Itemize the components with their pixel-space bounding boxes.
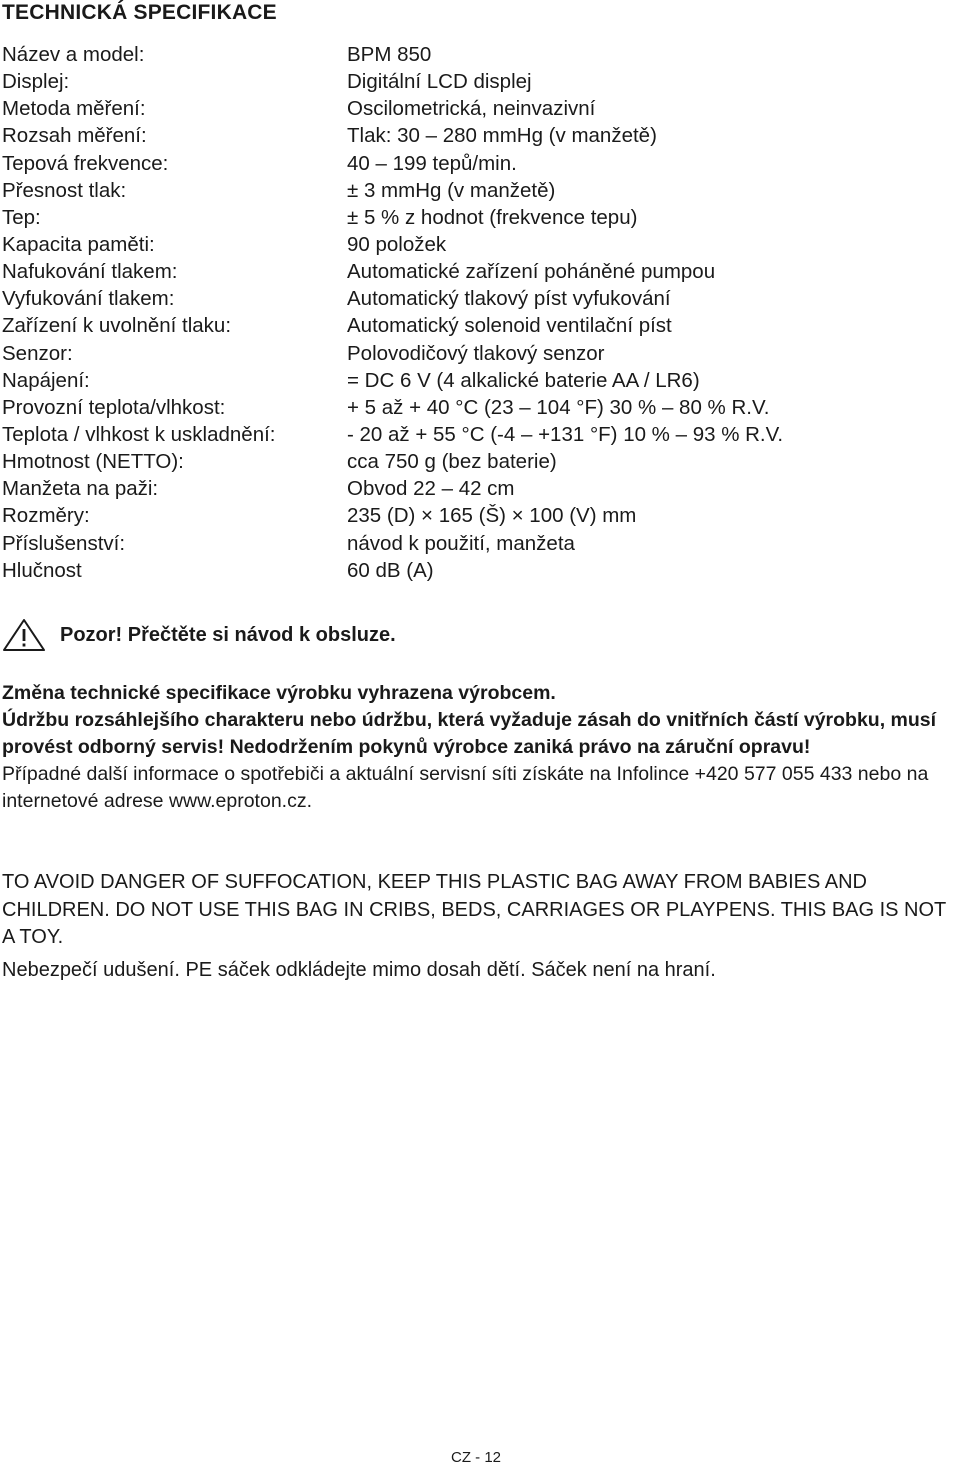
spec-label: Nafukování tlakem:: [2, 260, 178, 284]
spec-row: [2, 394, 952, 421]
spec-row: [2, 204, 952, 231]
spec-label: Přesnost tlak:: [2, 178, 127, 202]
spec-label: Metoda měření:: [2, 97, 146, 121]
spec-row: [2, 421, 952, 448]
spec-value: ± 3 mmHg (v manžetě): [347, 178, 556, 202]
spec-row: [2, 231, 952, 258]
spec-label: Tep:: [2, 205, 41, 229]
spec-label: Rozsah měření:: [2, 124, 147, 148]
spec-label: Rozměry:: [2, 504, 90, 528]
spec-label: Hlučnost: [2, 558, 82, 582]
spec-label: Příslušenství:: [2, 531, 126, 555]
warning-text: Pozor! Přečtěte si návod k obsluze.: [60, 623, 396, 646]
spec-row: [2, 122, 952, 149]
spec-table: [2, 41, 952, 584]
spec-value: = DC 6 V (4 alkalické baterie AA / LR6): [347, 368, 700, 392]
spec-value: BPM 850: [347, 43, 432, 66]
spec-row: [2, 448, 952, 475]
spec-row: [2, 367, 952, 394]
spec-value: cca 750 g (bez baterie): [347, 450, 557, 474]
spec-row: [2, 557, 952, 584]
spec-label: Manžeta na paži:: [2, 477, 159, 501]
page-title: TECHNICKÁ SPECIFIKACE: [2, 1, 277, 24]
spec-row: [2, 68, 952, 95]
spec-label: Senzor:: [2, 341, 73, 365]
spec-row: [2, 41, 952, 68]
contact-info: Případné další informace o spotřebiči a aktuální servisní síti získáte na Infolince +420 577 055 433 nebo na internetové adrese www.eproton.cz.: [2, 763, 929, 812]
spec-value: ± 5 % z hodnot (frekvence tepu): [347, 205, 638, 229]
spec-label: Hmotnost (NETTO):: [2, 450, 184, 474]
spec-row: [2, 530, 952, 557]
spec-value: Automatický tlakový píst vyfukování: [347, 287, 671, 311]
spec-row: [2, 502, 952, 529]
spec-value: - 20 až + 55 °C (-4 – +131 °F) 10 % – 93 % R.V.: [347, 422, 784, 446]
spec-row: [2, 285, 952, 312]
spec-row: [2, 177, 952, 204]
spec-label: Zařízení k uvolnění tlaku:: [2, 314, 232, 338]
spec-value: Digitální LCD displej: [347, 70, 532, 94]
suffocation-warning-cz: Nebezpečí udušení. PE sáček odkládejte mimo dosah dětí. Sáček není na hraní.: [2, 959, 716, 981]
spec-value: 235 (D) × 165 (Š) × 100 (V) mm: [347, 504, 637, 528]
spec-value: + 5 až + 40 °C (23 – 104 °F) 30 % – 80 % R.V.: [347, 395, 770, 419]
spec-value: 40 – 199 tepů/min.: [347, 151, 517, 175]
spec-value: Tlak: 30 – 280 mmHg (v manžetě): [347, 124, 657, 148]
spec-label: Napájení:: [2, 368, 90, 392]
warning-notice: [2, 617, 396, 653]
spec-label: Tepová frekvence:: [2, 151, 169, 175]
spec-value: Automatický solenoid ventilační píst: [347, 314, 672, 338]
spec-value: Polovodičový tlakový senzor: [347, 341, 605, 365]
spec-label: Kapacita paměti:: [2, 232, 155, 256]
warning-triangle-icon: [2, 618, 46, 652]
spec-value: 60 dB (A): [347, 558, 434, 582]
spec-label: Teplota / vlhkost k uskladnění:: [2, 422, 276, 446]
spec-label: Displej:: [2, 70, 70, 94]
spec-label: Název a model:: [2, 43, 145, 66]
spec-label: Provozní teplota/vlhkost:: [2, 395, 226, 419]
service-notice-text: Údržbu rozsáhlejšího charakteru nebo údržbu, která vyžaduje zásah do vnitřních částí výrobku, musí provést odborný servis! Nedodržením pokynů výrobce zaniká právo na záruční opravu!: [2, 709, 937, 758]
spec-row: [2, 475, 952, 502]
spec-value: Automatické zařízení poháněné pumpou: [347, 260, 716, 284]
spec-value: 90 položek: [347, 232, 447, 256]
spec-row: [2, 312, 952, 339]
spec-row: [2, 340, 952, 367]
spec-label: Vyfukování tlakem:: [2, 287, 175, 311]
spec-value: Oscilometrická, neinvazivní: [347, 97, 596, 121]
spec-row: [2, 150, 952, 177]
page-number: CZ - 12: [451, 1449, 502, 1466]
spec-value: Obvod 22 – 42 cm: [347, 477, 515, 501]
spec-value: návod k použití, manžeta: [347, 531, 575, 555]
spec-row: [2, 95, 952, 122]
spec-change-notice: Změna technické specifikace výrobku vyhrazena výrobcem.: [2, 682, 556, 704]
spec-row: [2, 258, 952, 285]
service-notice: [2, 680, 957, 815]
suffocation-warning-en: TO AVOID DANGER OF SUFFOCATION, KEEP THIS PLASTIC BAG AWAY FROM BABIES AND CHILDREN. DO NOT USE THIS BAG IN CRIBS, BEDS, CARRIAGES OR PLAYPENS. THIS BAG IS NOT A TOY.: [2, 871, 946, 948]
